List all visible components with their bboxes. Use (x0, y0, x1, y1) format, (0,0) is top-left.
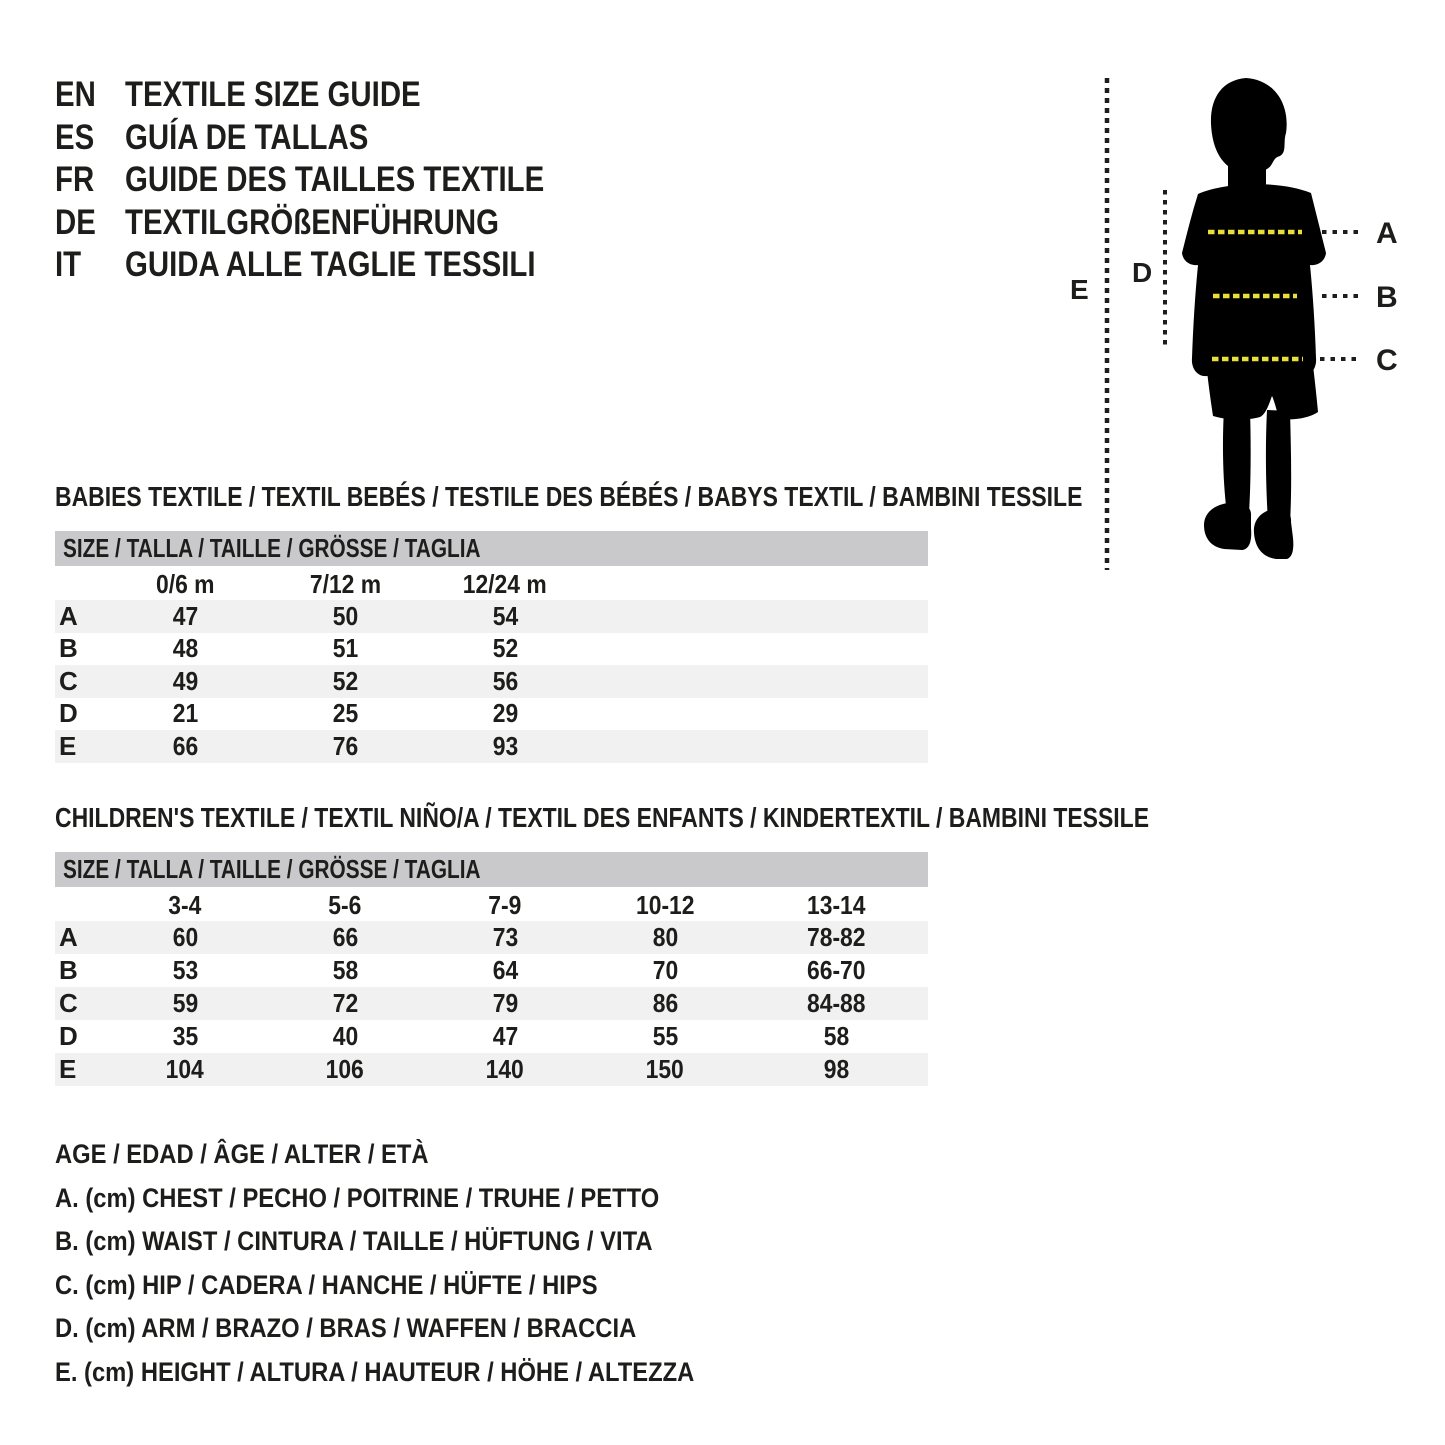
table-row (55, 665, 928, 698)
cell-value: 56 (492, 665, 518, 696)
row-label: A (59, 922, 78, 952)
cell-value: 47 (172, 600, 198, 631)
language-row (55, 202, 624, 245)
cell-value: 79 (492, 988, 518, 1018)
table-row (55, 633, 928, 666)
cell-value: 80 (652, 922, 678, 952)
row-label: E (59, 1054, 77, 1084)
silhouette-head (1211, 78, 1287, 173)
row-label: D (59, 1021, 78, 1051)
cell-value: 64 (492, 955, 518, 985)
column-header: 3-4 (168, 889, 202, 920)
cell-value: 78-82 (807, 922, 866, 952)
cell-value: 84-88 (807, 988, 866, 1018)
table-row (55, 1053, 928, 1086)
language-code: ES (55, 117, 95, 157)
cell-value: 150 (645, 1054, 685, 1084)
row-label: E (59, 730, 77, 761)
language-row (55, 159, 624, 202)
table-row (55, 600, 928, 633)
cell-value: 21 (172, 698, 198, 729)
column-header: 10-12 (635, 889, 695, 920)
row-label: C (59, 988, 78, 1018)
cell-value: 54 (492, 600, 518, 631)
cell-value: 40 (332, 1021, 358, 1051)
column-header: 7-9 (488, 889, 522, 920)
cell-value: 76 (332, 730, 358, 761)
cell-value: 53 (172, 955, 198, 985)
cell-value: 93 (492, 730, 518, 761)
column-header: 0/6 m (155, 568, 215, 599)
cell-value: 58 (823, 1021, 850, 1051)
column-header: 12/24 m (463, 568, 547, 599)
cell-value: 29 (492, 698, 518, 729)
column-header: 13-14 (807, 889, 866, 920)
silhouette-shorts (1204, 340, 1318, 420)
table-row (55, 921, 928, 954)
label-c: C (1376, 344, 1398, 377)
legend-line-age: AGE / EDAD / ÂGE / ALTER / ETÀ (55, 1139, 429, 1170)
label-b: B (1376, 281, 1398, 314)
row-label: A (59, 600, 78, 631)
child-silhouette-figure (1050, 70, 1445, 590)
cell-value: 66 (172, 730, 198, 761)
guide-title: GUIDE DES TAILLES TEXTILE (125, 160, 545, 200)
cell-value: 58 (332, 955, 358, 985)
cell-value: 86 (652, 988, 678, 1018)
children-section-title: CHILDREN'S TEXTILE / TEXTIL NIÑO/A / TEXTIL DES ENFANTS / KINDERTEXTIL / BAMBINI TESSILE (55, 802, 1150, 833)
legend-line-height: E. (cm) HEIGHT / ALTURA / HAUTEUR / HÖHE / ALTEZZA (55, 1356, 695, 1387)
table-row (55, 1020, 928, 1053)
row-label: C (59, 665, 78, 696)
language-code: EN (55, 75, 96, 115)
cell-value: 55 (652, 1021, 678, 1051)
cell-value: 35 (172, 1021, 198, 1051)
silhouette-right-shoe (1254, 509, 1293, 559)
babies-size-header-bar: SIZE / TALLA / TAILLE / GRÖSSE / TAGLIA (55, 531, 928, 566)
cell-value: 73 (492, 922, 518, 952)
cell-value: 52 (332, 665, 358, 696)
guide-title: GUIDA ALLE TAGLIE TESSILI (125, 245, 536, 285)
language-row (55, 117, 624, 160)
children-table (55, 889, 928, 1086)
cell-value: 59 (172, 988, 198, 1018)
language-row (55, 74, 624, 117)
column-header: 5-6 (328, 889, 362, 920)
cell-value: 48 (172, 633, 198, 664)
cell-value: 66 (332, 922, 358, 952)
legend-line-arm: D. (cm) ARM / BRAZO / BRAS / WAFFEN / BRACCIA (55, 1313, 637, 1344)
cell-value: 25 (332, 698, 358, 729)
cell-value: 140 (485, 1054, 525, 1084)
legend-line-hip: C. (cm) HIP / CADERA / HANCHE / HÜFTE / HIPS (55, 1269, 598, 1300)
guide-title: TEXTILE SIZE GUIDE (125, 75, 421, 115)
babies-column-headers (55, 568, 928, 600)
label-d: D (1132, 257, 1153, 288)
guide-title: TEXTILGRÖßENFÜHRUNG (125, 202, 500, 242)
cell-value: 66-70 (807, 955, 866, 985)
cell-value: 50 (332, 600, 358, 631)
table-row (55, 954, 928, 987)
babies-table (55, 568, 928, 763)
language-title-block (55, 74, 624, 287)
children-size-header-bar: SIZE / TALLA / TAILLE / GRÖSSE / TAGLIA (55, 852, 928, 887)
cell-value: 104 (165, 1054, 205, 1084)
babies-section-title: BABIES TEXTILE / TEXTIL BEBÉS / TESTILE DES BÉBÉS / BABYS TEXTIL / BAMBINI TESSILE (55, 481, 1083, 512)
children-column-headers (55, 889, 928, 921)
cell-value: 98 (823, 1054, 850, 1084)
cell-value: 70 (652, 955, 678, 985)
guide-title: GUÍA DE TALLAS (125, 117, 369, 157)
language-code: IT (55, 245, 82, 285)
table-row (55, 987, 928, 1020)
cell-value: 106 (325, 1054, 365, 1084)
language-code: DE (55, 202, 96, 242)
column-header: 7/12 m (309, 568, 381, 599)
cell-value: 52 (492, 633, 518, 664)
cell-value: 51 (332, 633, 358, 664)
legend-line-waist: B. (cm) WAIST / CINTURA / TAILLE / HÜFTUNG / VITA (55, 1226, 653, 1257)
measurement-legend (55, 1133, 781, 1394)
cell-value: 47 (492, 1021, 518, 1051)
cell-value: 60 (172, 922, 198, 952)
row-label: B (59, 955, 78, 985)
table-row (55, 730, 928, 763)
label-e: E (1070, 274, 1089, 305)
table-row (55, 698, 928, 731)
language-row (55, 244, 624, 287)
row-label: B (59, 633, 78, 664)
language-code: FR (55, 160, 95, 200)
legend-line-chest: A. (cm) CHEST / PECHO / POITRINE / TRUHE / PETTO (55, 1182, 660, 1213)
row-label: D (59, 698, 78, 729)
cell-value: 72 (332, 988, 358, 1018)
cell-value: 49 (172, 665, 198, 696)
label-a: A (1376, 217, 1398, 250)
